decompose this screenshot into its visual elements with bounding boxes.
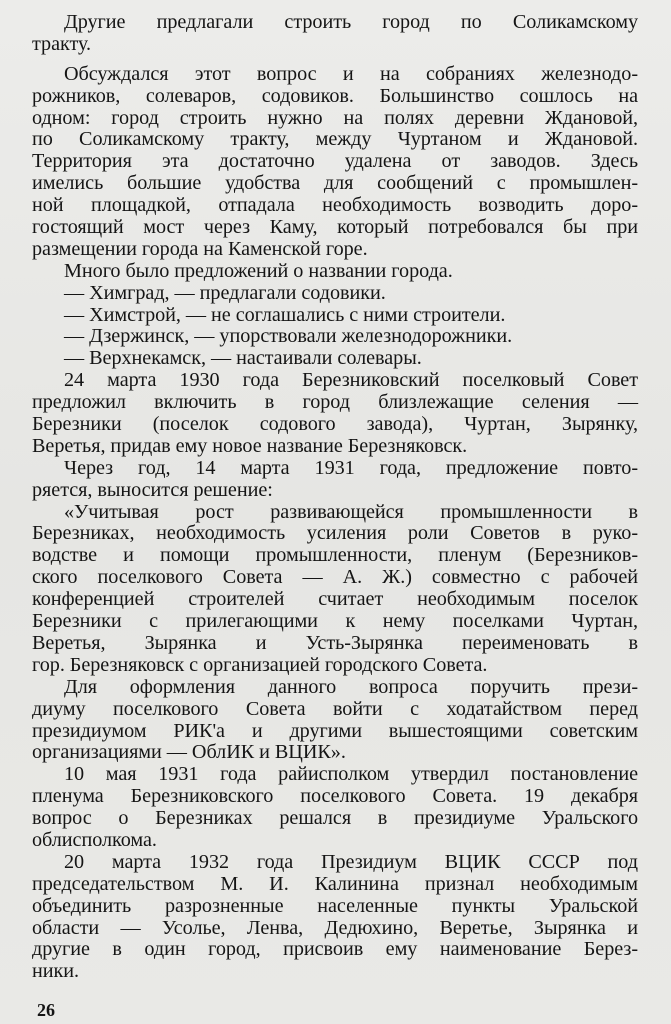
- text-line: — Химстрой, — не соглашались с ними строители.: [64, 303, 506, 326]
- text-line: Другие предлагали строить город по Соликамскому: [64, 11, 638, 33]
- text-line: по Соликамскому тракту, между Чуртаном и Ждановой.: [32, 128, 638, 151]
- text-line: водстве и помощи промышленности, пленум (Березников-: [32, 544, 638, 567]
- text-line: председательством М. И. Калинина признал необходимым: [32, 872, 638, 895]
- text-line: Березники с прилегающими к нему поселками Чуртан,: [32, 610, 638, 633]
- text-line: другие в один город, присвоив ему наименование Берез-: [32, 938, 638, 961]
- text-line: — Химград, — предлагали содовики.: [64, 281, 386, 304]
- page-number: 26: [37, 1000, 55, 1020]
- text-line: пленума Березниковского поселкового Совета. 19 декабря: [32, 785, 638, 808]
- text-line: тракту.: [32, 32, 91, 55]
- text-line: объединить разрозненные населенные пункты Уральской: [32, 894, 638, 917]
- text-line: «Учитывая рост развивающейся промышленности в: [64, 500, 638, 523]
- text-line: 10 мая 1931 года райисполком утвердил постановление: [64, 763, 638, 786]
- text-line: ского поселкового Совета — А. Ж.) совместно с рабочей: [32, 566, 638, 589]
- text-line: 20 марта 1932 года Президиум ВЦИК СССР под: [64, 850, 638, 873]
- text-line: — Верхнекамск, — настаивали солевары.: [64, 347, 422, 370]
- text-line: Березники (поселок содового завода), Чуртан, Зырянку,: [32, 413, 638, 436]
- text-line: Много было предложений о названии города.: [64, 259, 453, 282]
- text-line: области — Усолье, Ленва, Дедюхино, Веретье, Зырянка и: [32, 916, 638, 939]
- text-line: рожников, солеваров, содовиков. Большинство сошлось на: [32, 84, 638, 107]
- text-line: Веретья, Зырянка и Усть-Зырянка переименовать в: [32, 631, 638, 654]
- text-line: Березниках, необходимость усиления роли Советов в руко-: [32, 522, 638, 545]
- text-line: — Дзержинск, — упорствовали железнодорожники.: [64, 325, 513, 348]
- text-line: Веретья, придав ему новое название Березняковск.: [32, 434, 468, 457]
- text-line: гор. Березняковск с организацией городского Совета.: [32, 653, 488, 676]
- text-line: предложил включить в город близлежащие селения —: [32, 391, 638, 414]
- text-line: Для оформления данного вопроса поручить прези-: [64, 675, 638, 698]
- text-line: Через год, 14 марта 1931 года, предложение повто-: [64, 456, 638, 479]
- text-line: 24 марта 1930 года Березниковский поселковый Совет: [64, 369, 638, 392]
- text-line: диуму поселкового Совета войти с ходатайством перед: [32, 697, 638, 720]
- text-line: ряется, выносится решение:: [32, 478, 273, 501]
- text-line: гостоящий мост через Каму, который потребовался бы при: [32, 216, 638, 239]
- text-line: ники.: [32, 960, 80, 983]
- text-line: организациями — ОблИК и ВЦИК».: [32, 741, 346, 764]
- text-line: Обсуждался этот вопрос и на собраниях железнодо-: [64, 62, 638, 85]
- text-line: имелись большие удобства для сообщений с промышлен-: [32, 172, 638, 195]
- text-line: конференцией строителей считает необходимым поселок: [32, 588, 638, 611]
- text-line: одном: город строить нужно на полях деревни Ждановой,: [32, 106, 638, 129]
- text-line: облисполкома.: [32, 828, 157, 851]
- text-line: Территория эта достаточно удалена от заводов. Здесь: [32, 150, 638, 173]
- text-line: ной площадкой, отпадала необходимость возводить доро-: [32, 194, 638, 217]
- text-line: президиумом РИК'а и другими вышестоящими советским: [32, 719, 638, 742]
- text-line: размещении города на Каменской горе.: [32, 237, 368, 260]
- page-text: [32, 12, 638, 983]
- text-line: вопрос о Березниках решался в президиуме Уральского: [32, 807, 638, 830]
